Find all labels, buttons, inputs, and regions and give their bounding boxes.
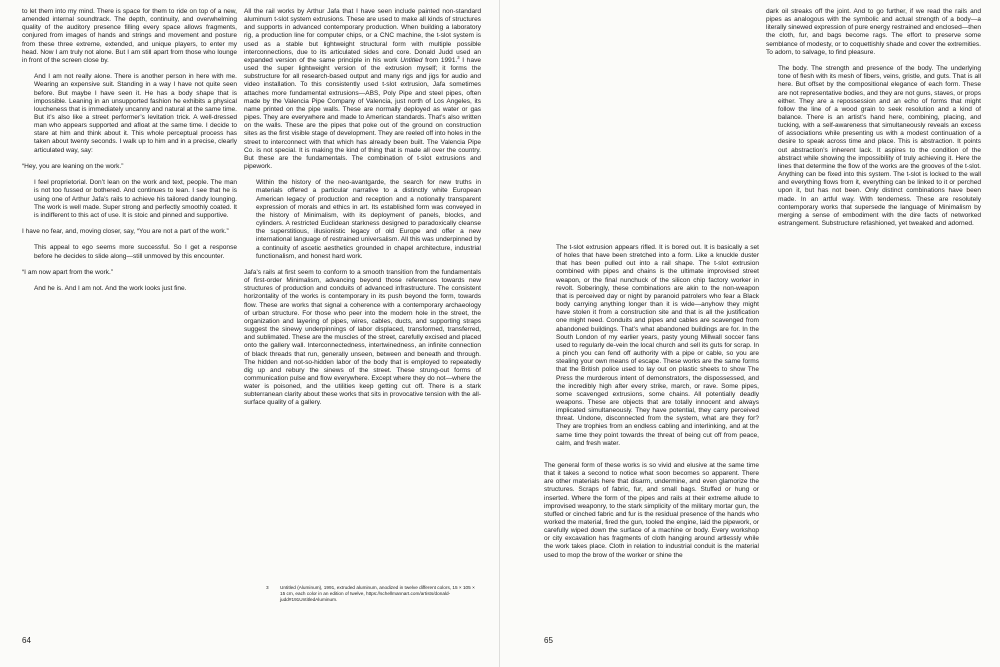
paragraph: The t-slot extrusion appears rifled. It is bored out. It is basically a set of holes that have been stretched into a form. Like a knuckle duster that has been pulled out into a rail shape. The t-slot extrusion combined with pipes and chains is the ultimate improvised street weapon, or the final nunchuck of the silicon chip factory worker in revolt. Soberingly, these combinations are akin to the non-weapon that is perceived day or night by paranoid patrolers who fear a Black body carrying anything longer than it is wide—anyhow they might have stolen it from a construction site and that is all the justification one might need. Conduits and pipes and cables are scavenged from abandoned buildings. That’s what abandoned buildings are for. In the South London of my earlier years, pasty young Millwall soccer fans used to regularly de-vein the local church and sell its guts for scrap. In a pinch you can fend off authority with a pipe or cable, so you are stealing your own means of escape. These works are the same forms that the British police used to lay out on plastic sheets to show The Press the murderous intent of demonstrators, the dispossessed, and the incredibly high after every strike, march, or rave. Some pipes, some scavenged extrusions, some chains. All potentially deadly weapons. These are objects that are totally innocent and always implicated simultaneously. They have potential, they carry perceived threat. Undone, disconnected from the system, what are they for? They are trophies from an endless cabling and interlinking, and at the same time they point towards the threat of being cut off from peace, calm, and fresh water. <box>556 244 759 447</box>
footnote-marker[interactable]: 3 <box>457 54 460 60</box>
text-run: All the rail works by Arthur Jafa that I have seen include painted non-standard aluminum t-slot system extrusions. These are used to make all kinds of structures and supports in advanced contemporary production. When building a laboratory rig, a production line for computer chips, or a CNC machine, the t-slot system is used as a stable but lightweight structural form with multiple possible interconnections, due to its articulated sides and core. Donald Judd used an expanded version of the same principle in his work <box>244 8 481 64</box>
dialogue-line: “Hey, you are leaning on the work.” <box>22 162 124 170</box>
left-column-2 <box>244 8 481 416</box>
paragraph: I feel proprietorial. Don’t lean on the work and text, people. The man is not too fussed or bothered. And continues to lean. I see that he is using one of Arthur Jafa’s rails to achieve his tailored dandy lounging. The work is well made. Super strong and perfectly smoothly coated. It is indifferent to this act of use. It is stoic and pinned and supportive. <box>34 179 237 219</box>
paragraph: Jafa’s rails at first seem to conform to a smooth transition from the fundamentals of first-order Minimalism, advancing beyond those references towards new structures of production and conduits of advanced infrastructure. The consistent horizontality of the works is contemporary in its push beyond the form, towards flow. These are works that signal a coherence with a contemporary archaeology of urban structure. For those who peer into the modern hole in the street, the organization and layering of pipes, wires, cables, ducts, and supporting straps suggest the sinewy underpinnings of labor displaced, transformed, transferred, and sublimated. These are the muscles of the street, carefully excised and placed onto the gallery wall. Interconnectedness, intertwinedness, an infinite connection of black threads that run, generally unseen, between and beneath and through. The hidden and not-so-hidden labor of the body that is employed to repeatedly dig up and rebury the sinews of the street. These strung-out forms of communication pulse and flow everywhere. Except where they do not—where the water is poisoned, and the utilities keep getting cut off. There is a stark subterranean clarity about these works that sits in provocative tension with the all-surface quality of a gallery. <box>244 268 481 407</box>
paragraph: to let them into my mind. There is space for them to ride on top of a new, amended internal soundtrack. The depth, continuity, and overwhelming quality of the auditory presence filling every space allows fragments, conjured from images of hands and strings and movement and posture from these three extreme, extended, and unique players, to enter my head. Now I am truly not alone. But I am still apart from those who lounge in front of the screen close by. <box>22 8 237 64</box>
text-run: I have used the super lightweight version of the extrusion myself; it forms the substructure for all research-based output and many rigs and jigs for audio and video installation. To this consistently used t-slot extrusion, Jafa sometimes attaches more fundamental extrusions—ABS, Poly Pipe and steel pipes, often made by the Valencia Pipe Company of Valencia, just north of Los Angeles, its name printed on the pipe walls. These are normally deployed as water or gas pipes. They are everywhere and made to American standards. That’s also written on the walls. These are the pipes that poke out of the ground on construction sites as the first visible stage of development. They are reeled off into holes in the street to interconnect with that which has already been built. The Valencia Pipe Co. is not special. It is making the kind of thing that is made all over the country. But these are the fundamentals. The combination of t-slot extrusions and pipework. <box>244 56 481 170</box>
page-number: 64 <box>22 636 31 645</box>
page-number: 65 <box>544 636 553 645</box>
paragraph: Within the history of the neo-avantgarde, the search for new truths in materials offered a particular narrative to a distinctly white European American legacy of production and reception and a notionally transparent expression of morals and ethics in art. Its established form was conveyed in the history of Minimalism, with its deployment of panels, blocks, and cylinders. A restricted Euclidean starkness designed to paradoxically cleanse the superstitious, illusionistic legacy of old Europe and offer a new international language of restrained universalism. All this was underpinned by a continuity of ascetic aesthetics grounded in chapel architecture, industrial functionalism, and honest hard work. <box>256 179 481 260</box>
dialogue-line: “I am now apart from the work.” <box>22 268 113 276</box>
footnote <box>266 585 481 603</box>
dialogue-line: I have no fear, and, moving closer, say, “You are not a part of the work.” <box>22 228 229 236</box>
paragraph: The general form of these works is so vivid and elusive at the same time that it takes a second to notice what soon becomes so apparent. There are other materials here that disarm, undermine, and even glamorize the structures. Scraps of fabric, fur, and small bags. Stuffed or hung or inserted. Where the form of the pipes and rails at their extreme allude to improvised weaponry, to the stark simplicity of the military mortar gun, the stuffed or cinched fabric and fur is the residual presence of the hands who worked the material, fired the gun, tooled the engine, laid the pipework, or carefully wiped down the surface of a machine or body. Every workshop or city excavation has fragments of cloth hanging around artlessly while the work takes place. Cloth in relation to industrial conduit is the material used to mop the brow of the worker or shine the <box>544 461 759 559</box>
footnote-number: 3 <box>266 585 269 590</box>
paragraph: This appeal to ego seems more successful. So I get a response before he decides to slide along—still unmoved by this encounter. <box>34 244 237 260</box>
right-column-1 <box>544 244 759 568</box>
right-column-2 <box>766 8 981 236</box>
paragraph: And I am not really alone. There is another person in here with me. Wearing an expensive suit. Standing in a way I have not quite seen before. But maybe I have seen it. He has a body shape that is impossible. Leaning in an unsupported fashion he exhibits a physical loucheness that is immediately uncanny and natural at the same time. But it’s also like a street performer’s levitation trick. A well-dressed man who appears supported and afloat at the same time. I decide to stare at him and think about it. This whole perceptual process has taken about twenty seconds. I walk up to him and in a precise, clearly articulated way, say: <box>34 73 237 154</box>
paragraph: dark oil streaks off the joint. And to go further, if we read the rails and pipes as analogous with the symbolic and actual strength of a body—a literally sinewed expression of pure energy restrained and enclosed—then the cloth, fur, and bags become rags. The effort to preserve some semblance of modesty, or to coquettishly shade and cover the extremities. To adorn, to salvage, to find pleasure. <box>766 8 981 56</box>
paragraph: And he is. And I am not. And the work looks just fine. <box>34 285 187 293</box>
artwork-title: Untitled <box>400 56 423 64</box>
footnote-text: Untitled (Aluminum), 1991, extruded aluminum, anodized in twelve different colors, 15 × 105 × 15 cm, each color in an edition of twelve, https://schellmannart.com/artists/donald-judd#191UntitledAluminum. <box>280 585 475 602</box>
left-column-1 <box>22 8 237 302</box>
paragraph-with-note <box>244 8 481 171</box>
paragraph: The body. The strength and presence of the body. The underlying tone of flesh with its mesh of fibers, veins, gristle, and guts. That is all here. But offset by the compositional elegance of each form. These are not representative bodies, and they are not guns, staves, or props either. They are a repossession and an echo of forms that might follow the line of a wood grain to seek resolution and a kind of balance. There is an artist’s hand here, combining, placing, and tucking, with a self-awareness that simultaneously reveals an excess of associations while presenting us with a modest continuation of a desire to speak across time and place. This is abstraction. It points out abstraction’s inherent lack. It aspires to the condition of the abstract while showing the impossibility of truly achieving it. Here the lines that determine the flow of the works are the grooves of the t-slot. Anything can be fixed into this system. The t-slot is locked to the wall and everything flows from it, everything can be linked to it or perched upon it, but has not been. Only distinct combinations have been made. In an artful way. With tenderness. These are resolutely contemporary works that supersede the language of Minimalism by merging a sense of embodiment with the dire facts of networked estrangement. Substructure refashioned, yet tweaked and adorned. <box>778 65 981 228</box>
right-page <box>500 0 1000 667</box>
text-run: from 1991. <box>422 56 458 64</box>
